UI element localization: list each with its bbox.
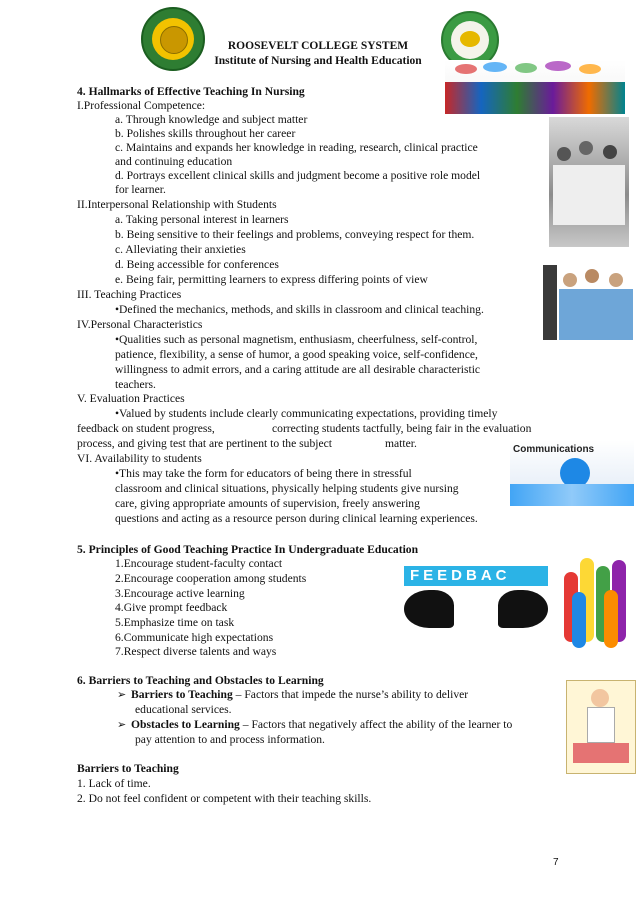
communications-label: Communications <box>513 444 595 455</box>
header-subtitle: Institute of Nursing and Health Education <box>214 55 422 67</box>
list-item: •Valued by students include clearly communicating expectations, providing timely <box>115 407 498 420</box>
list-item: 3.Encourage active learning <box>115 587 245 600</box>
list-item: c. Alleviating their anxieties <box>115 243 246 256</box>
obstacles-bullet: ➢ Obstacles to Learning – Factors that negatively affect the ability of the learner to <box>117 718 513 731</box>
header-title: ROOSEVELT COLLEGE SYSTEM <box>227 40 409 52</box>
list-item: 4.Give prompt feedback <box>115 601 228 614</box>
teaching-practices-title: III. Teaching Practices <box>77 288 182 301</box>
list-item: e. Being fair, permitting learners to express differing points of view <box>115 273 428 286</box>
list-item: process, and giving test that are pertinent to the subject <box>77 437 332 450</box>
diverse-people-image <box>560 552 636 652</box>
list-item: •This may take the form for educators of being there in stressful <box>115 467 412 480</box>
arrow-bullet-icon: ➢ <box>117 719 127 731</box>
barriers-bullet: ➢ Barriers to Teaching – Factors that impede the nurse’s ability to deliver <box>117 688 469 701</box>
list-item: b. Being sensitive to their feelings and problems, conveying respect for them. <box>115 228 475 241</box>
list-item: and continuing education <box>115 155 233 168</box>
list-item: 2.Encourage cooperation among students <box>115 572 307 585</box>
list-item: 5.Emphasize time on task <box>115 616 235 629</box>
list-item: willingness to admit errors, and a caring attitude are all desirable characteristic <box>115 363 481 376</box>
list-item: teachers. <box>115 378 156 391</box>
personal-characteristics-title: IV.Personal Characteristics <box>77 318 203 331</box>
list-item: 6.Communicate high expectations <box>115 631 274 644</box>
list-item: b. Polishes skills throughout her career <box>115 127 296 140</box>
list-item: educational services. <box>135 703 232 716</box>
list-item: 7.Respect diverse talents and ways <box>115 645 277 658</box>
medical-team-photo <box>543 265 635 340</box>
list-item: d. Being accessible for conferences <box>115 258 279 271</box>
barriers-heading: Barriers to Teaching <box>77 762 179 775</box>
list-item: pay attention to and process information. <box>135 733 325 746</box>
communication-people-image <box>445 60 625 114</box>
list-item: a. Taking personal interest in learners <box>115 213 289 226</box>
list-item: •Defined the mechanics, methods, and skills in classroom and clinical teaching. <box>115 303 484 316</box>
list-item: •Qualities such as personal magnetism, enthusiasm, cheerfulness, self-control, <box>115 333 478 346</box>
nurse-patient-illustration <box>566 680 636 774</box>
section-6-heading: 6. Barriers to Teaching and Obstacles to Learning <box>77 674 324 687</box>
list-item: c. Maintains and expands her knowledge in reading, research, clinical practice <box>115 141 478 154</box>
list-item: a. Through knowledge and subject matter <box>115 113 308 126</box>
list-item: matter. <box>385 437 417 450</box>
arrow-bullet-icon: ➢ <box>117 689 127 701</box>
list-item: 2. Do not feel confident or competent with their teaching skills. <box>77 792 372 805</box>
evaluation-practices-title: V. Evaluation Practices <box>77 392 185 405</box>
communications-image <box>510 440 634 506</box>
page-number: 7 <box>553 857 559 868</box>
section-4-heading: 4. Hallmarks of Effective Teaching In Nursing <box>77 85 305 98</box>
availability-title: VI. Availability to students <box>77 452 202 465</box>
list-item: d. Portrays excellent clinical skills and judgment become a positive role model <box>115 169 481 182</box>
interpersonal-relationship-title: II.Interpersonal Relationship with Students <box>77 198 277 211</box>
list-item: 1. Lack of time. <box>77 777 151 790</box>
list-item: 1.Encourage student-faculty contact <box>115 557 283 570</box>
list-item: patience, flexibility, a sense of humor, a good speaking voice, self-confidence, <box>115 348 478 361</box>
feedback-label: FEEDBAC <box>410 567 511 584</box>
professional-competence-title: I.Professional Competence: <box>77 99 206 112</box>
list-item: questions and acting as a resource person during clinical learning experiences. <box>115 512 478 525</box>
section-5-heading: 5. Principles of Good Teaching Practice In Undergraduate Education <box>77 543 419 556</box>
list-item: classroom and clinical situations, physically helping students give nursing <box>115 482 459 495</box>
nurses-photo <box>549 117 629 247</box>
feedback-image <box>400 560 552 630</box>
list-item: for learner. <box>115 183 166 196</box>
list-item: feedback on student progress, <box>77 422 215 435</box>
list-item: correcting students tactfully, being fair in the evaluation <box>272 422 532 435</box>
list-item: care, giving appropriate amounts of supervision, freely answering <box>115 497 420 510</box>
